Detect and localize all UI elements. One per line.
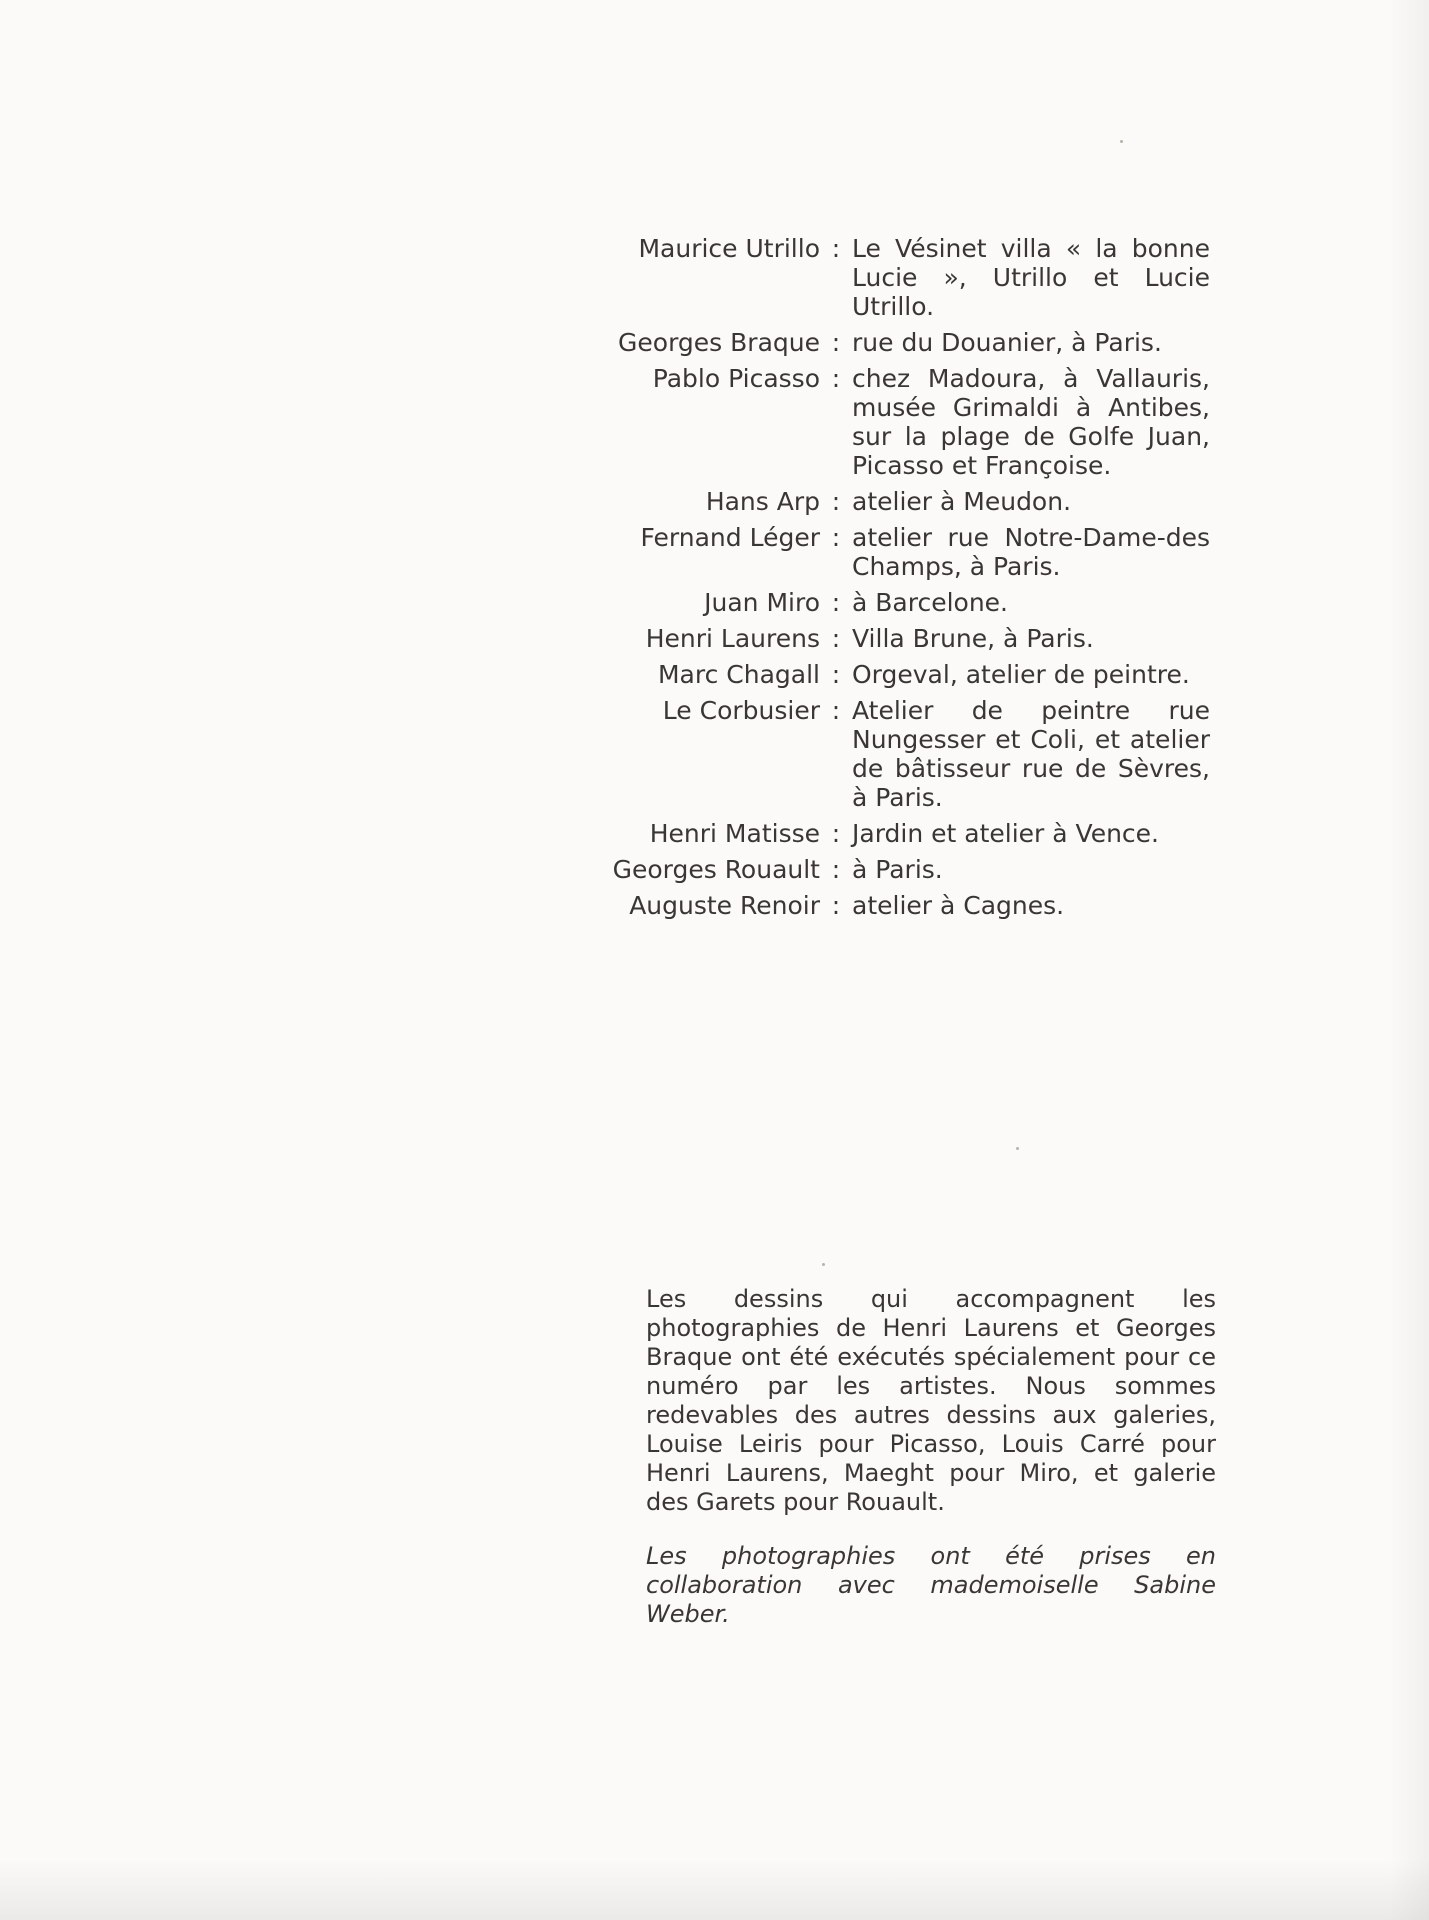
credit-entry [590, 855, 1210, 884]
artist-name: Pablo Picasso [652, 364, 820, 393]
credit-entry [590, 624, 1210, 653]
paper-speck [822, 1263, 825, 1266]
photo-location: Atelier de peintre rue Nungesser et Coli, et atelier de bâtisseur rue de Sèvres, à Paris. [852, 696, 1210, 812]
photo-location: à Paris. [852, 855, 943, 884]
artist-name: Marc Chagall [657, 660, 820, 689]
page-edge-shadow-bottom [0, 1860, 1429, 1920]
credit-entry [590, 234, 1210, 321]
artist-name: Juan Miro [704, 588, 820, 617]
page-edge-shadow-right [1389, 0, 1429, 1920]
artist-name: Georges Braque [618, 328, 820, 357]
credit-entry [590, 523, 1210, 581]
credit-entry [590, 364, 1210, 480]
artist-name: Le Corbusier [662, 696, 820, 725]
artist-name: Auguste Renoir [629, 891, 820, 920]
separator: : [831, 819, 841, 848]
separator: : [831, 234, 841, 263]
separator: : [831, 696, 841, 725]
photo-location: Orgeval, atelier de peintre. [852, 660, 1190, 689]
separator: : [831, 855, 841, 884]
credit-entry [590, 328, 1210, 357]
photo-location: Villa Brune, à Paris. [852, 624, 1094, 653]
separator: : [831, 523, 841, 552]
artist-name: Henri Matisse [649, 819, 820, 848]
credit-entry [590, 660, 1210, 689]
photo-location: rue du Douanier, à Paris. [852, 328, 1162, 357]
credit-entry [590, 696, 1210, 812]
credit-entry [590, 891, 1210, 920]
artist-name: Maurice Utrillo [638, 234, 820, 263]
separator: : [831, 891, 841, 920]
separator: : [831, 624, 841, 653]
photo-location: Le Vésinet villa « la bonne Lucie », Utrillo et Lucie Utrillo. [852, 234, 1210, 321]
artist-name: Henri Laurens [645, 624, 820, 653]
photo-location: chez Madoura, à Vallauris, musée Grimaldi à Antibes, sur la plage de Golfe Juan, Picasso et Françoise. [852, 364, 1210, 480]
credit-entry [590, 588, 1210, 617]
drawings-note: Les dessins qui accompagnent les photographies de Henri Laurens et Georges Braque ont été exécutés spécialement pour ce numéro par les artistes. Nous sommes redevables des autres dessins aux galeries, Louise Leiris pour Picasso, Louis Carré pour Henri Laurens, Maeght pour Miro, et galerie des Garets pour Rouault. [646, 1285, 1216, 1516]
photo-location: Jardin et atelier à Vence. [852, 819, 1159, 848]
separator: : [831, 328, 841, 357]
photo-location: à Barcelone. [852, 588, 1009, 617]
separator: : [831, 487, 841, 516]
photo-location: atelier à Cagnes. [852, 891, 1065, 920]
separator: : [831, 364, 841, 393]
artist-name: Hans Arp [705, 487, 820, 516]
paper-speck [1016, 1147, 1019, 1150]
photo-location: atelier à Meudon. [852, 487, 1072, 516]
credit-entry [590, 487, 1210, 516]
acknowledgements [646, 1285, 1216, 1629]
artist-name: Fernand Léger [640, 523, 820, 552]
photo-location: atelier rue Notre-Dame-des Champs, à Paris. [852, 523, 1210, 581]
artist-name: Georges Rouault [612, 855, 820, 884]
photographs-note: Les photographies ont été prises en collaboration avec mademoiselle Sabine Weber. [646, 1542, 1216, 1628]
photo-credits-list [590, 234, 1210, 927]
paper-speck [1120, 140, 1123, 143]
separator: : [831, 660, 841, 689]
credit-entry [590, 819, 1210, 848]
separator: : [831, 588, 841, 617]
